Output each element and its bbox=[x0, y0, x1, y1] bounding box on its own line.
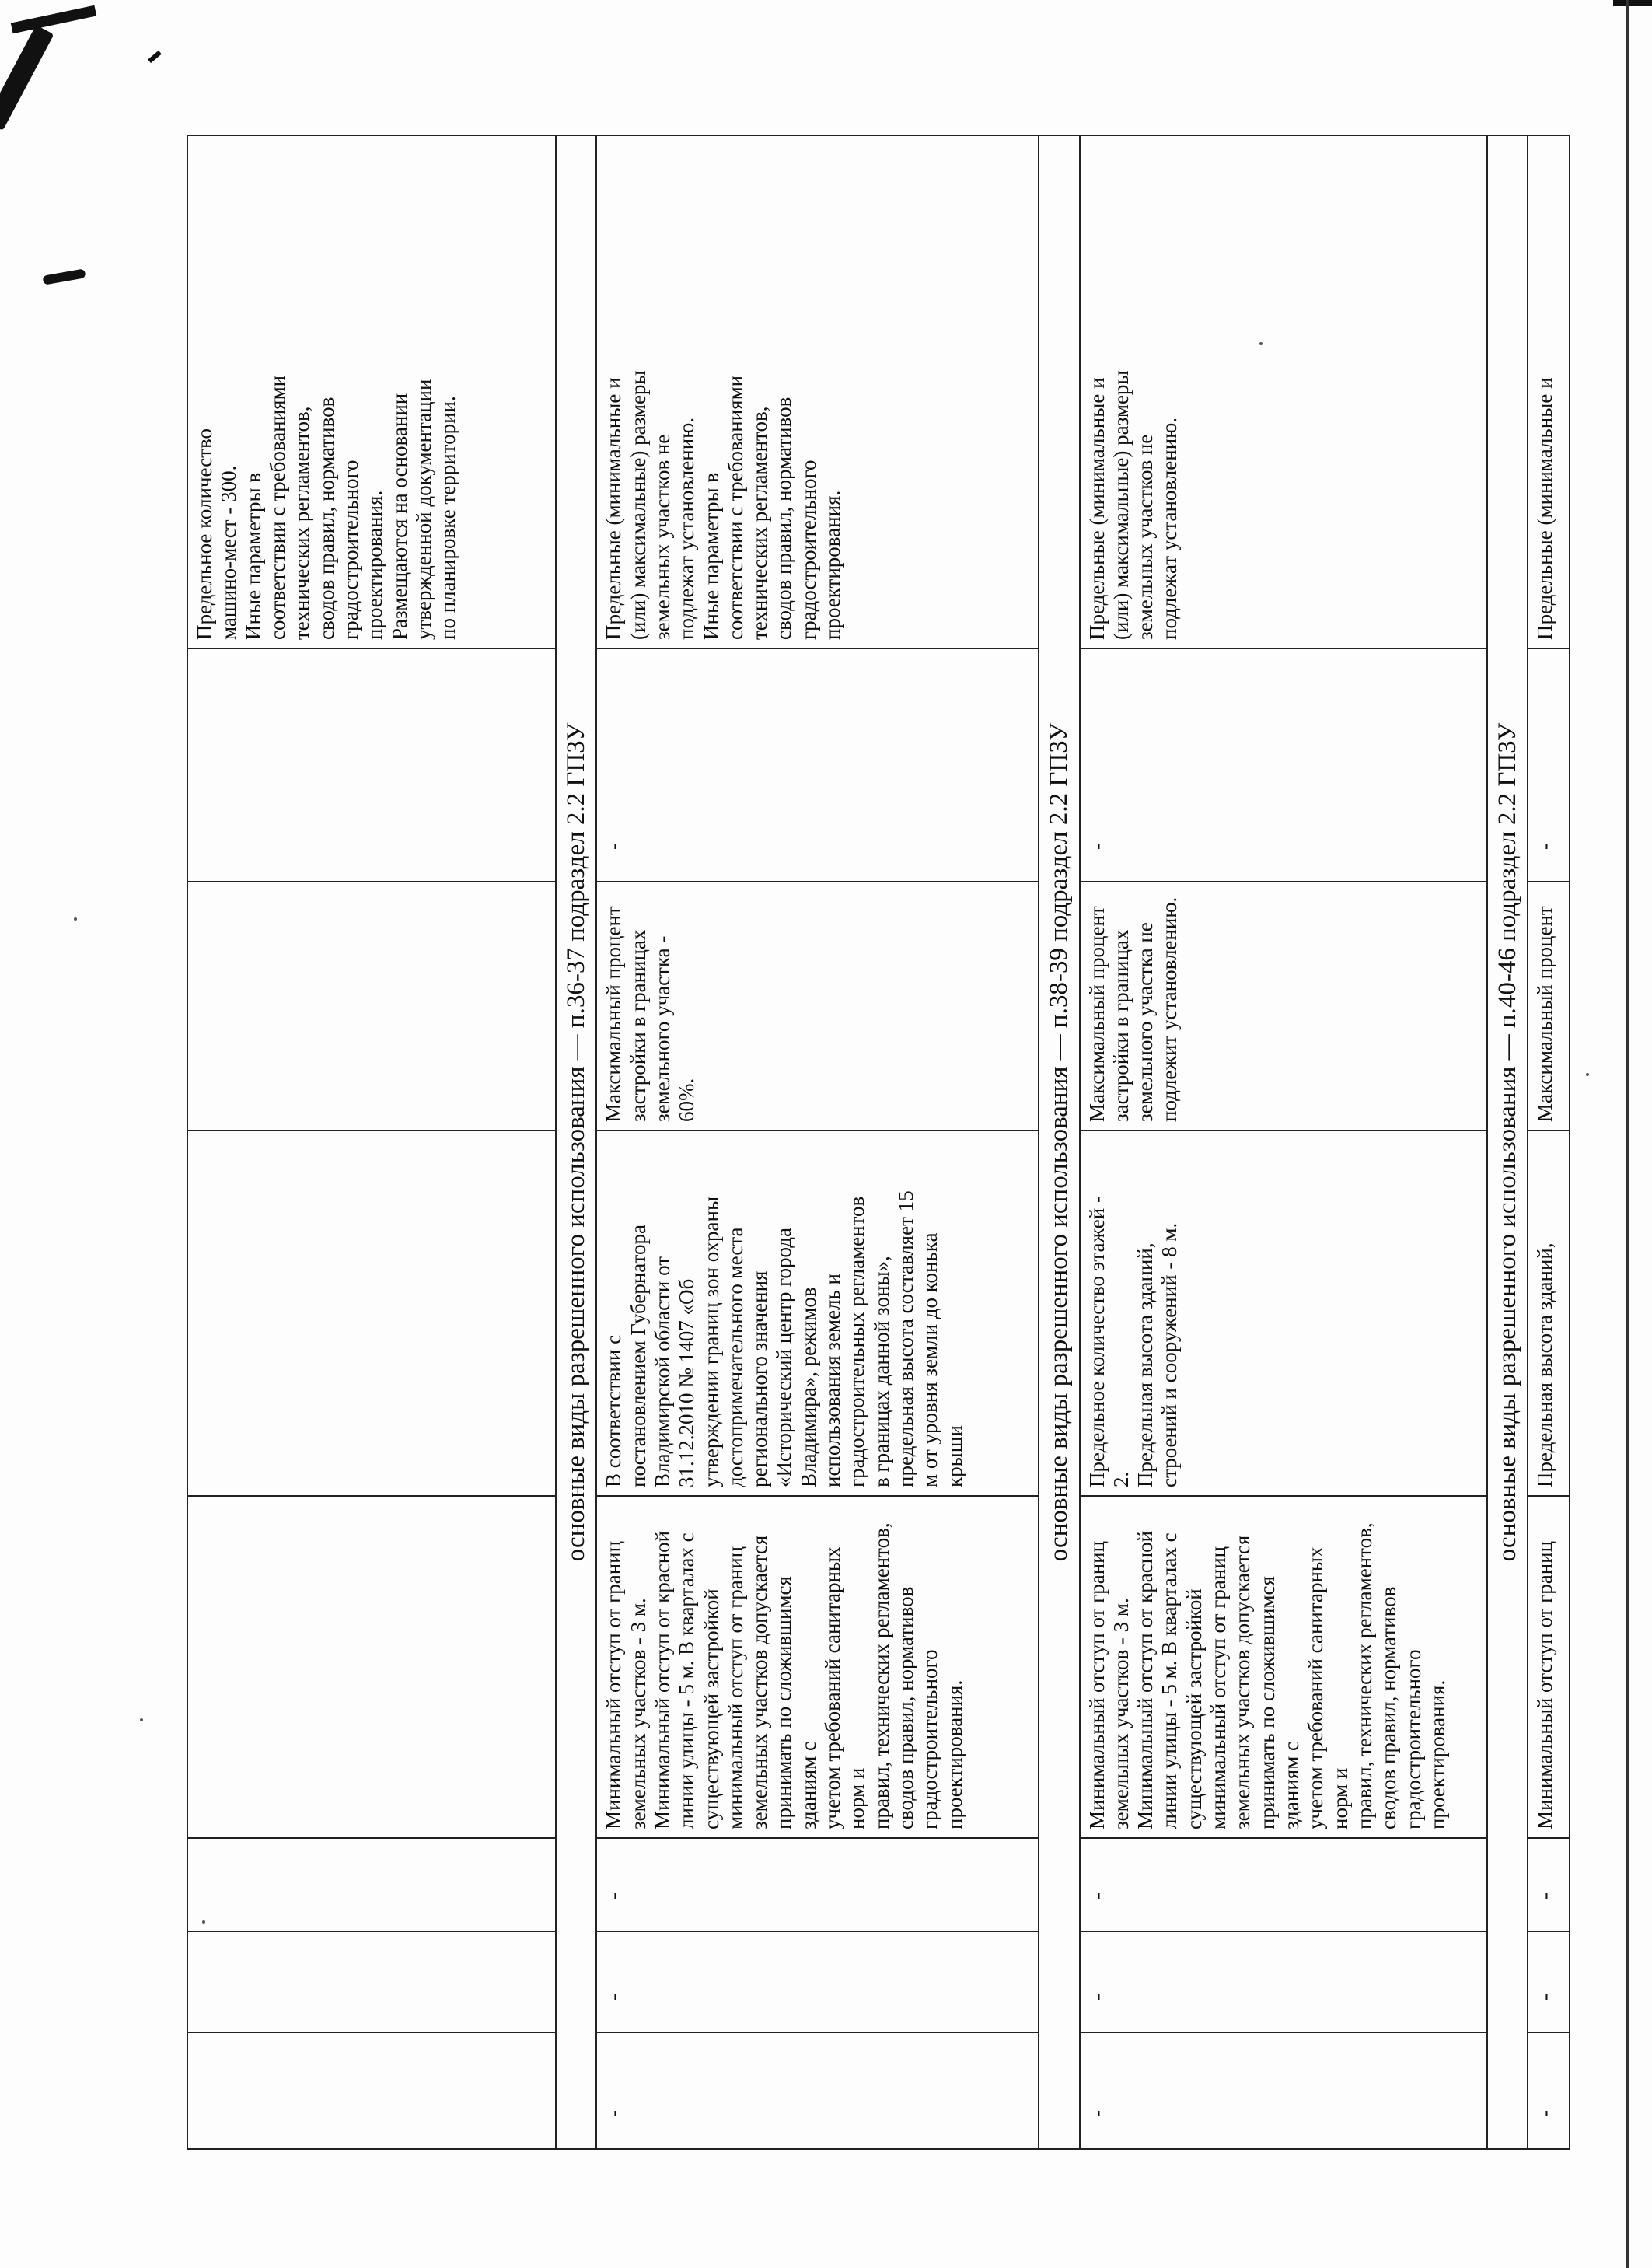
table-cell bbox=[187, 1496, 556, 1838]
rotated-page bbox=[187, 136, 1556, 2150]
table-cell: - bbox=[1080, 1838, 1487, 1931]
table-row bbox=[1080, 135, 1487, 2149]
table-row bbox=[187, 135, 556, 2149]
table-row bbox=[1528, 135, 1570, 2149]
table-cell-setback: Минимальный отступ от границ bbox=[1528, 1496, 1570, 1838]
table-cell bbox=[187, 882, 556, 1131]
table-cell-coverage: Максимальный процент bbox=[1528, 882, 1570, 1131]
scan-mark bbox=[11, 5, 97, 34]
table-cell-setback: Минимальный отступ от границ земельных участков - 3 м. Минимальный отступ от красной линии улицы - 5 м. В кварталах с существующей застройкой минимальный отступ от границ земельных участков допускается принимать по сложившимся зданиям с учетом требований санитарных норм и правил, технических регламентов, сводов правил, нормативов градостроительного проектирования. bbox=[1080, 1496, 1487, 1838]
table-cell: - bbox=[1080, 1931, 1487, 2032]
table-cell bbox=[187, 1931, 556, 2032]
table-cell bbox=[187, 1131, 556, 1496]
table-cell-height: Предельное количество этажей - 2. Предельная высота зданий, строений и сооружений - 8 м. bbox=[1080, 1131, 1487, 1496]
table-cell: - bbox=[596, 2032, 1039, 2149]
section-header: основные виды разрешенного использования — п.36-37 подраздел 2.2 ГПЗУ bbox=[556, 135, 596, 2149]
table-cell: - bbox=[1528, 648, 1570, 882]
table-cell-setback: Минимальный отступ от границ земельных участков - 3 м. Минимальный отступ от красной линии улицы - 5 м. В кварталах с существующей застройкой минимальный отступ от границ земельных участков допускается принимать по сложившимся зданиям с учетом требований санитарных норм и правил, технических регламентов, сводов правил, нормативов градостроительного проектирования. bbox=[596, 1496, 1039, 1838]
table-cell: - bbox=[1528, 1838, 1570, 1931]
table-row bbox=[596, 135, 1039, 2149]
table-cell bbox=[187, 2032, 556, 2149]
table-cell-other-parameters: Предельные (минимальные и (или) максимальные) размеры земельных участков не подлежат установлению. bbox=[1080, 135, 1487, 648]
scan-mark bbox=[42, 268, 86, 285]
table-cell: - bbox=[596, 648, 1039, 882]
scan-dot bbox=[140, 1718, 143, 1721]
table-cell-height: Предельная высота зданий, bbox=[1528, 1131, 1570, 1496]
table-cell-other-parameters: Предельные (минимальные и (или) максимальные) размеры земельных участков не подлежат установлению. Иные параметры в соответствии с требованиями технических регламентов, сводов правил, нормативов градостроительного проектирования. bbox=[596, 135, 1039, 648]
scan-mark bbox=[148, 51, 162, 63]
section-header-row bbox=[1039, 135, 1079, 2149]
scan-dot bbox=[74, 917, 77, 921]
table-cell-coverage: Максимальный процент застройки в границах земельного участка - 60%. bbox=[596, 882, 1039, 1131]
table-cell: - bbox=[596, 1838, 1039, 1931]
scan-edge-line bbox=[1626, 0, 1629, 2268]
table-cell: - bbox=[1528, 1931, 1570, 2032]
section-header: основные виды разрешенного использования — п.40-46 подраздел 2.2 ГПЗУ bbox=[1487, 135, 1528, 2149]
table-cell bbox=[187, 1838, 556, 1931]
table-cell-height: В соответствии с постановлением Губернатора Владимирской области от 31.12.2010 № 1407 «Об утверждении границ зон охраны достопримечательного места регионального значения «Исторический центр города Владимира», режимов использования земель и градостроительных регламентов в границах данной зоны», предельная высота составляет 15 м от уровня земли до конька крыши bbox=[596, 1131, 1039, 1496]
table-cell: - bbox=[596, 1931, 1039, 2032]
table-cell-other-parameters: Предельное количество машино-мест - 300. Иные параметры в соответствии с требованиями технических регламентов, сводов правил, нормативов градостроительного проектирования. Размещаются на основании утвержденной документации по планировке территории. bbox=[187, 135, 556, 648]
table-cell: - bbox=[1080, 2032, 1487, 2149]
table-cell bbox=[187, 648, 556, 882]
scan-mark bbox=[1613, 0, 1652, 6]
table-cell-coverage: Максимальный процент застройки в границах земельного участка не подлежит установлению. bbox=[1080, 882, 1487, 1131]
scan-mark bbox=[0, 25, 54, 131]
table-cell: - bbox=[1528, 2032, 1570, 2149]
table-cell: - bbox=[1080, 648, 1487, 882]
section-header-row bbox=[556, 135, 596, 2149]
regulations-table bbox=[187, 135, 1570, 2150]
table-cell-other-parameters: Предельные (минимальные и bbox=[1528, 135, 1570, 648]
section-header: основные виды разрешенного использования — п.38-39 подраздел 2.2 ГПЗУ bbox=[1039, 135, 1079, 2149]
scan-dot bbox=[1586, 1073, 1589, 1076]
section-header-row bbox=[1487, 135, 1528, 2149]
